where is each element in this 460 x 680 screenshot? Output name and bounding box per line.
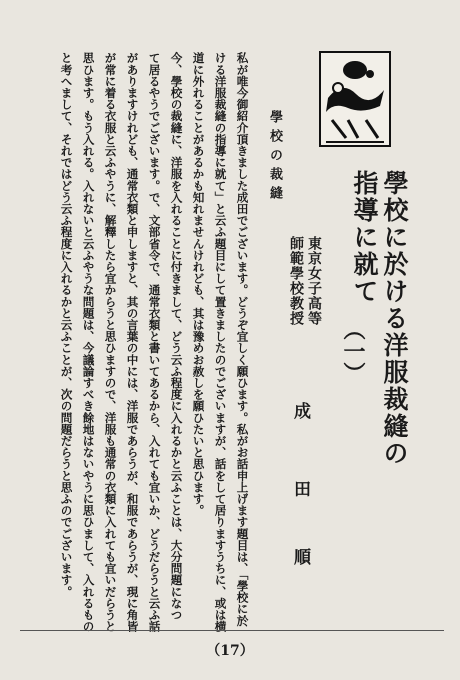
body-text-line: ける洋服裁縫の指導に就て」と云ふ題目にして置きましたのでございますが、話をして居りますうちに、或は横	[213, 52, 228, 632]
footer-divider	[20, 630, 444, 631]
article-title-line-2: 指導に就て	[350, 170, 379, 305]
author-given-name-2: 順	[290, 548, 310, 565]
body-text-line: と考へまして、それではどう云ふ程度に入れるかと云ふことが、次の問題だらうと思ふのでございます。	[59, 52, 74, 598]
body-text-line: 私が唯今御紹介頂きました成田でございます。どうぞ宜しく願ひます。私がお話申上げます題目は、「學校に於	[235, 52, 250, 627]
body-text-line: 道に外れることがあるかも知れませんけれども、其は豫めお赦しを願ひたいと思ひます。	[191, 52, 206, 516]
page-number: （17）	[206, 643, 254, 659]
author-given-name-1: 田	[290, 480, 310, 497]
section-heading: 學校の裁縫	[267, 110, 282, 205]
body-text-line: 思ひます。もう入れる。入れないと云ふやうな問題は、今議論すべき餘地はないやうに思ひまして、入れるもの	[81, 52, 96, 632]
article-title-line-1: 學校に於ける洋服裁縫の	[380, 170, 409, 467]
body-text-line: て居るやうでございます。で、文部省令で、通常衣類と書いてあるから、入れても宜いか、どうだらうと云ふ話	[147, 52, 162, 632]
author-affiliation-line-2: 師範學校教授	[288, 236, 304, 326]
woodcut-emblem-icon	[318, 50, 392, 148]
body-text-line: 今、學校の裁縫に、洋服を入れることに付きまして、どう云ふ程度に入れるかと云ふことは、大分問題になつ	[169, 52, 184, 621]
article-part-number: （一）	[340, 318, 366, 384]
body-text-line: が常に着る衣服と云ふやうに、解釋したら宜からうと思ひますので、洋服も通常の衣類に入れても宜いだらうと	[103, 52, 118, 632]
author-surname: 成	[290, 402, 310, 419]
body-text-line: がありますけれども、通常衣類と申しますと、其の言葉の中には、洋服であらうが、和服であらうが、現に角皆	[125, 52, 140, 632]
author-affiliation-line-1: 東京女子高等	[306, 236, 322, 326]
